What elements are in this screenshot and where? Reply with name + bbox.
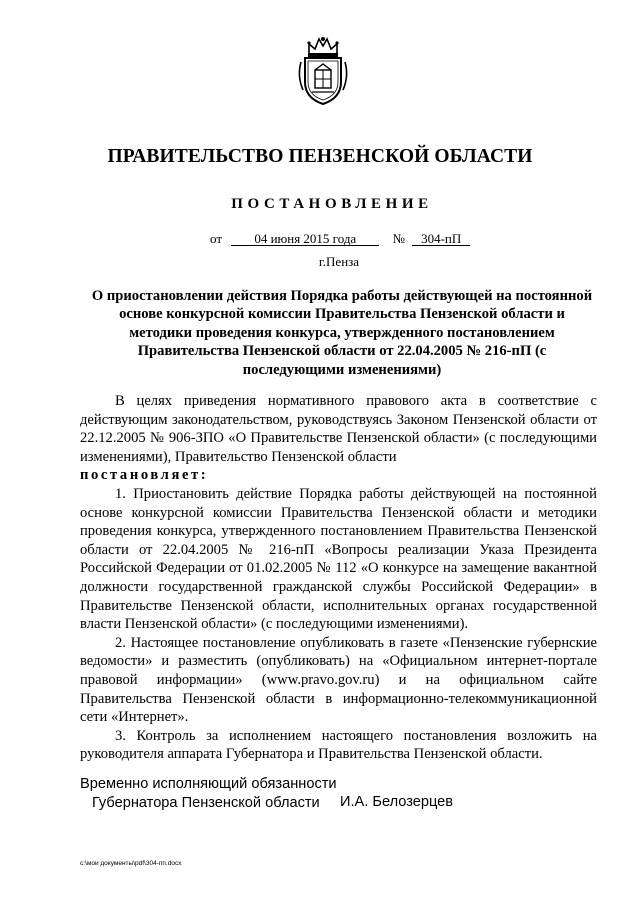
document-number: 304-пП: [412, 232, 470, 246]
city: г.Пенза: [318, 254, 360, 269]
signatory-name: И.А. Белозерцев: [340, 794, 454, 810]
signatory-position-line1: Временно исполняющий обязанности: [80, 776, 337, 792]
item-2: 2. Настоящее постановление опубликовать в газете «Пензенские губернские ведомости» и разместить (опубликовать) на «Официальном интернет-портале правовой информации» (www.pravo.gov.ru) и на официальном сайте Правительства Пензенской области в информационно-телекоммуникационной сети «Интернет».: [80, 634, 597, 726]
preamble-paragraph: [80, 392, 597, 466]
file-path: c:\мои документы\pdf\304-пп.docx: [80, 860, 182, 867]
document-subject: О приостановлении действия Порядка работы действующей на постоянной основе конкурсной комиссии Правительства Пензенской области и методики проведения конкурса, утвержденного постановлением Правительства Пензенской области от 22.04.2005 № 216-пП (с последующими изменениями): [91, 288, 593, 378]
signatory-position-line2: Губернатора Пензенской области: [92, 795, 320, 811]
document-date: 04 июня 2015 года: [231, 232, 379, 246]
date-prefix: от: [210, 231, 223, 246]
number-sign: №: [392, 231, 405, 246]
item-3: 3. Контроль за исполнением настоящего постановления возложить на руководителя аппарата Губернатора и Правительства Пензенской области.: [80, 727, 597, 763]
date-number-line: [210, 231, 470, 247]
signatory-position: [80, 775, 337, 813]
preamble-text: В целях приведения нормативного правового акта в соответствие с действующим законодательством, руководствуясь Законом Пензенской области от 22.12.2005 № 906-ЗПО «О Правительстве Пензенской области» (с последующими изменениями), Правительство Пензенской области: [80, 393, 597, 465]
document-type: ПОСТАНОВЛЕНИЕ: [231, 196, 433, 212]
government-title: ПРАВИТЕЛЬСТВО ПЕНЗЕНСКОЙ ОБЛАСТИ: [107, 146, 533, 167]
coat-of-arms-icon: [295, 36, 351, 106]
document-body: [80, 392, 597, 764]
decree-word: постановляет:: [80, 467, 209, 484]
item-1: 1. Приостановить действие Порядка работы действующей на постоянной основе конкурсной комиссии Правительства Пензенской области и методики проведения конкурса, утвержденного постановлением Правительства Пензенской области от 22.04.2005 № 216-пП «Вопросы реализации Указа Президента Российской Федерации от 01.02.2005 № 112 «О конкурсе на замещение вакантной должности государственной гражданской службы Российской Федерации» в Правительстве Пензенской области, исполнительных органах государственной власти Пензенской области» (с последующими изменениями).: [80, 485, 597, 633]
decree-paragraph: [80, 466, 597, 485]
